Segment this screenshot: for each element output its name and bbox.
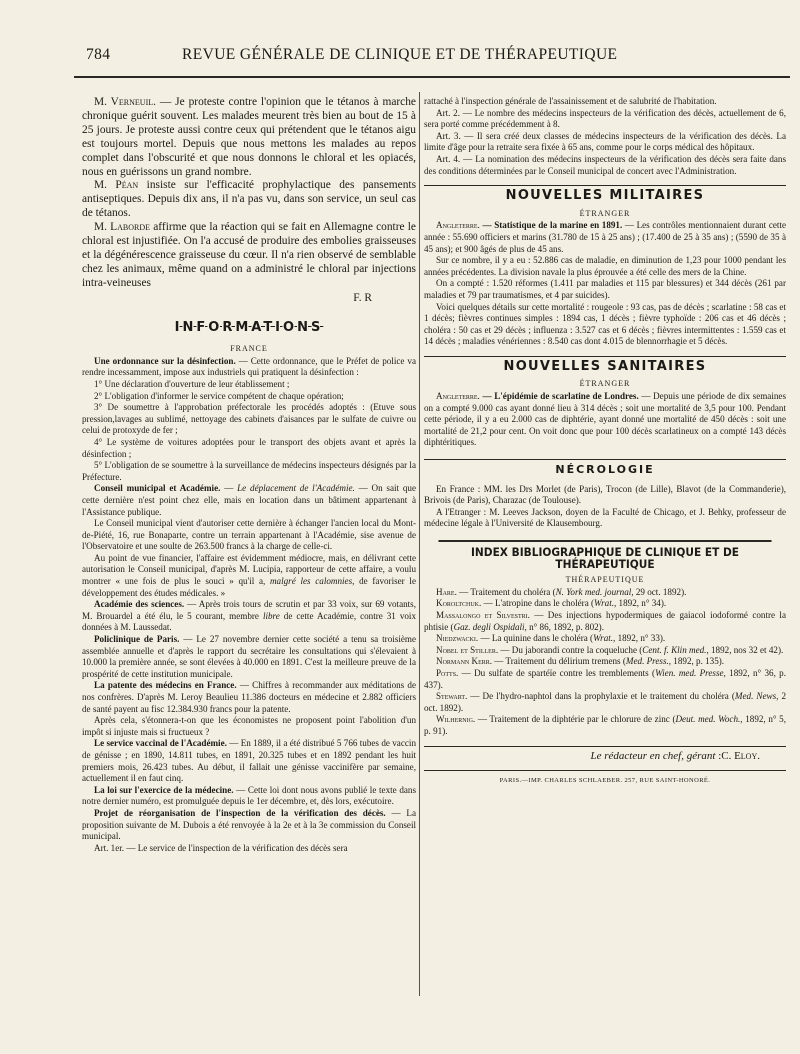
column-divider [419,92,420,996]
index-entry: Normann Kerr. — Traitement du délirium tremens (Med. Press., 1892, p. 135). [436,656,725,667]
header-rule [74,76,790,78]
conseil-paragraph-3: Au point de vue financier, l'affaire est évidemment médiocre, mais, en délivrant cette autorisation le Conseil municipal, d'après M. Lucipia, rapporteur de cette affaire, a voulu montrer « une fois de plus le souci » qu'il a, malgré les calomnies, de favoriser le développement des études médicales. » [82,552,416,598]
marine-paragraph-4: Voici quelques détails sur cette mortalité : rougeole : 93 cas, pas de décès ; scarlatine : 58 cas et 1 décès; fièvres continues simples : 1894 cas, 1 décès ; fièvre typhoïde : 206 cas et 46 décès ; choléra : 50 cas et 29 décès ; influenza : 3.527 cas et 6 décès ; fièvres intermittentes : 1.559 cas et 14 décès ; maladies vénériennes : 8.540 cas dont 4.015 de blennorrhagie et 5 décès. [424,301,786,347]
loi-item: La loi sur l'exercice de la médecine. — Cette loi dont nous avons publié le texte dans notre dernier numéro, est promulguée depuis le 1er décembre, et, dès lors, exécutoire. [82,784,416,807]
academie-item: Académie des sciences. — Après trois tours de scrutin et par 33 voix, sur 69 votants, M. Brouardel a été élu, le 5 courant, membre libre de cette Académie, contre 31 voix données à M. Laussedat. [82,599,416,633]
article-4: Art. 4. — La nomination des médecins inspecteurs de la vérification des décès sera faite dans des conditions déterminées par le Conseil municipal de concert avec l'Administration. [424,153,786,176]
continued-text: rattaché à l'inspection générale de l'assainissement et de salubrité de l'habitation. [424,96,717,106]
right-column [424,96,786,787]
index-entry: Massalongo et Silvestri. — Des injections hypodermiques de gaiacol iodoformé contre la phtisie (Gaz. degli Ospidali, n° 86, 1892, p. 802). [424,609,786,632]
marine-paragraph-3: On a compté : 1.520 réformes (1.411 par maladies et 115 par blessures) et 344 décès (261 par maladies et 79 par traumatismes, et 4 par suicides). [424,278,786,300]
paragraph-laborde: M. Laborde affirme que la réaction qui se fait en Allemagne contre le chloral est injustifiée. On l'a accusé de produire des embolies graisseuses et la dégénérescence graisseuse du cœur. Il n'a rien observé de semblable chez les animaux, même quand on a administré le chloral par injections intra-veineuses [82,221,416,289]
therapeutique-subheading: THÉRAPEUTIQUE [565,575,645,585]
paragraph-verneuil: M. Verneuil. — Je proteste contre l'opinion que le tétanos à marche chronique guérit souvent. Les malades meurent très bien au bout de 15 à 25 jours. Je proteste aussi contre ceux qui prétendent que le tétanos aigu est toujours mortel. Depuis que nous mettons les malades au repos complet dans l'obscurité et que nous donnons le chloral et les opiacés, nous en guérissons un grand nombre. [82,96,416,178]
index-heading: INDEX BIBLIOGRAPHIQUE DE CLINIQUE ET DE THÉRAPEUTIQUE [438,540,771,570]
article-2: Art. 2. — Le nombre des médecins inspecteurs de la vérification des décès, actuellement de 6, sera porté comme précédemment à 8. [424,107,786,130]
left-column [82,96,416,854]
index-entry: Koroltchuk. — L'atropine dans le choléra (Wrat., 1892, n° 34). [436,598,667,609]
necrologie-heading: NÉCROLOGIE [424,459,786,476]
vaccin-item: Le service vaccinal de l'Académie. — En 1889, il a été distribué 5 766 tubes de vaccin de génisse ; en 1890, 14.811 tubes, en 1891, 20.325 tubes et en 1892 pendant les huit premiers mois, 26.423 tubes. Au début, il fallait une génisse vaccinifère par semaine, actuellement il en faut cinq. [82,738,416,784]
page-header [86,44,786,68]
patente-item: La patente des médecins en France. — Chiffres à recommander aux méditations de nos confrères. D'après M. Leroy Beaulieu 11.386 docteurs en médecine et 2.882 officiers de santé payent au fisc 12.384.930 francs pour la patente. [82,680,417,714]
article-3: Art. 3. — Il sera créé deux classes de médecins inspecteurs de la vérification des décès. La limite d'âge pour la retraite sera fixée à 65 ans, comme pour le corps médical des hôpitaux. [424,130,786,153]
list-item: 3° De soumettre à l'approbation préfectorale les procédés adoptés : (Etuve sous pression,lavages au sublimé, nettoyage des cabinets d'aisances par le sulfate de cuivre ou celui de protoxyde de fer ; [82,402,416,436]
printer-line: PARIS.—IMP. CHARLES SCHLAEBER. 257, RUE SAINT-HONORÉ. [424,770,786,787]
index-entry: Wilhernig. — Traitement de la diphtérie par le chlorure de zinc (Deut. med. Woch., 1892, n° 5, p. 91). [424,714,786,736]
editor-line: Le rédacteur en chef, gérant :C. Eloy. [424,746,786,763]
page-number: 784 [86,46,111,63]
patente-paragraph-2: Après cela, s'étonnera-t-on que les économistes ne proposent point l'abolition d'un impôt si injuste mais si fructueux ? [82,715,416,737]
list-item: 4° Le système de voitures adoptées pour le transport des objets avant et après la désinfection ; [82,436,416,459]
necrologie-etranger: A l'Etranger : M. Leeves Jackson, doyen de la Faculté de Chicago, et J. Behky, professeur de médecine légale à l'Université de Klausembourg. [424,506,786,529]
ordonnance-item: Une ordonnance sur la désinfection. — Cette ordonnance, que le Préfet de police va rendre incessamment, impose aux industriels qui pratiquent la désinfection : [82,355,416,378]
index-entry: Potts. — Du sulfate de spartéïe contre les tremblements (Wien. med. Presse, 1892, n° 36, p. 437). [424,667,787,690]
scarlatine-item: Angleterre. — L'épidémie de scarlatine de Londres. — Depuis une période de dix semaines on a compté 9.000 cas ayant donné lieu à 314 décès ; soit une mortalité de 3,5 pour 100. Pendant cette période, il y a eu 2.000 cas de diphtérie, ayant donné une mortalité de 450 décès : soit une mortalité de 21,2 pour cent. On voit donc que pour 100 décès scarlatineux on a compté 143 décès diphtéritiques. [424,391,786,448]
etranger-subheading: ÉTRANGER [579,379,631,389]
necrologie-france: En France : MM. les Drs Morlet (de Paris), Trocon (de Lille), Blavot (de la Commanderie), Brivois (de Paris), Charazac (de Toulouse). [424,483,786,506]
index-entry: Niedzwacki. — La quinine dans le choléra (Wrat., 1892, n° 33). [436,633,666,644]
sanitaires-heading: NOUVELLES SANITAIRES [424,356,786,373]
conseil-item: Conseil municipal et Académie. — Le déplacement de l'Académie. — On sait que cette dernière n'est point chez elle, mais en location dans un bâtiment appartenant à l'Assistance publique. [82,483,417,517]
projet-item: Projet de réorganisation de l'inspection de la vérification des décès. — La proposition suivante de M. Dubois a été renvoyée à la 2e et à la 3e commission du Conseil municipal. [82,807,417,842]
index-entry: Nobel et Stiller. — Du jaborandi contre la coqueluche (Cent. f. Klin med., 1892, nos 32 et 42). [436,644,784,655]
discussion-section [82,96,416,306]
militaires-heading: NOUVELLES MILITAIRES [424,185,786,202]
policlinique-item: Policlinique de Paris. — Le 27 novembre dernier cette société a tenu sa troisième assemblée annuelle et d'après le rapport du secrétaire les consultations qui s'élevaient à 10.000 la première année, se sont élevées à 40.000 en 1891. C'est la meilleure preuve de la prospérité de cette institution municipale. [82,634,416,679]
list-item: 2° L'obligation d'informer le service compétent de chaque opération; [94,390,344,401]
informations-heading: INFORMATIONS [174,319,324,335]
marine-paragraph-2: Sur ce nombre, il y a eu : 52.886 cas de maladie, en diminution de 1,23 pour 1000 pendant les années précédentes. La division navale la plus éprouvée a été celle des mers de la Chine. [424,255,786,277]
conseil-paragraph-2: Le Conseil municipal vient d'autoriser cette dernière à échanger l'ancien local du Mont-de-Piété, 16, rue Bonaparte, contre un terrain appartenant à l'Académie, sise avenue de l'Observatoire et une soulte de 263.500 francs à la charge de celle-ci. [82,518,416,552]
list-item: 5° L'obligation de se soumettre à la surveillance de médecins inspecteurs désignés par la Préfecture. [82,460,416,482]
article-1: Art. 1er. — Le service de l'inspection de la vérification des décès sera [94,842,348,853]
index-list [424,587,786,738]
etranger-subheading: ÉTRANGER [579,208,631,218]
index-entry: Stewart. — De l'hydro-naphtol dans la prophylaxie et le traitement du choléra (Med. News, 2 oct. 1892). [424,691,786,713]
list-item: 1° Une déclaration d'ouverture de leur établissement ; [94,378,290,389]
france-subheading: FRANCE [230,344,268,354]
index-entry: Hare. — Traitement du choléra (N. York med. journal, 29 oct. 1892). [436,586,687,597]
paragraph-pean: M. Péan insiste sur l'efficacité prophylactique des pansements antiseptiques. Depuis dix ans, il n'a pas vu, dans son service, un seul cas de tétanos. [82,179,416,220]
ordonnance-list [82,379,416,483]
marine-item: Angleterre. — Statistique de la marine en 1891. — Les contrôles mentionnaient durant cette année : 55.690 officiers et marins (31.780 de 15 à 25 ans) ; (17.400 de 25 à 35 ans) ; (5590 de 35 à 45 ans); et 900 âgés de plus de 45 ans. [424,220,786,254]
signature: F. R [353,291,372,304]
journal-title: REVUE GÉNÉRALE DE CLINIQUE ET DE THÉRAPEUTIQUE [182,46,618,63]
